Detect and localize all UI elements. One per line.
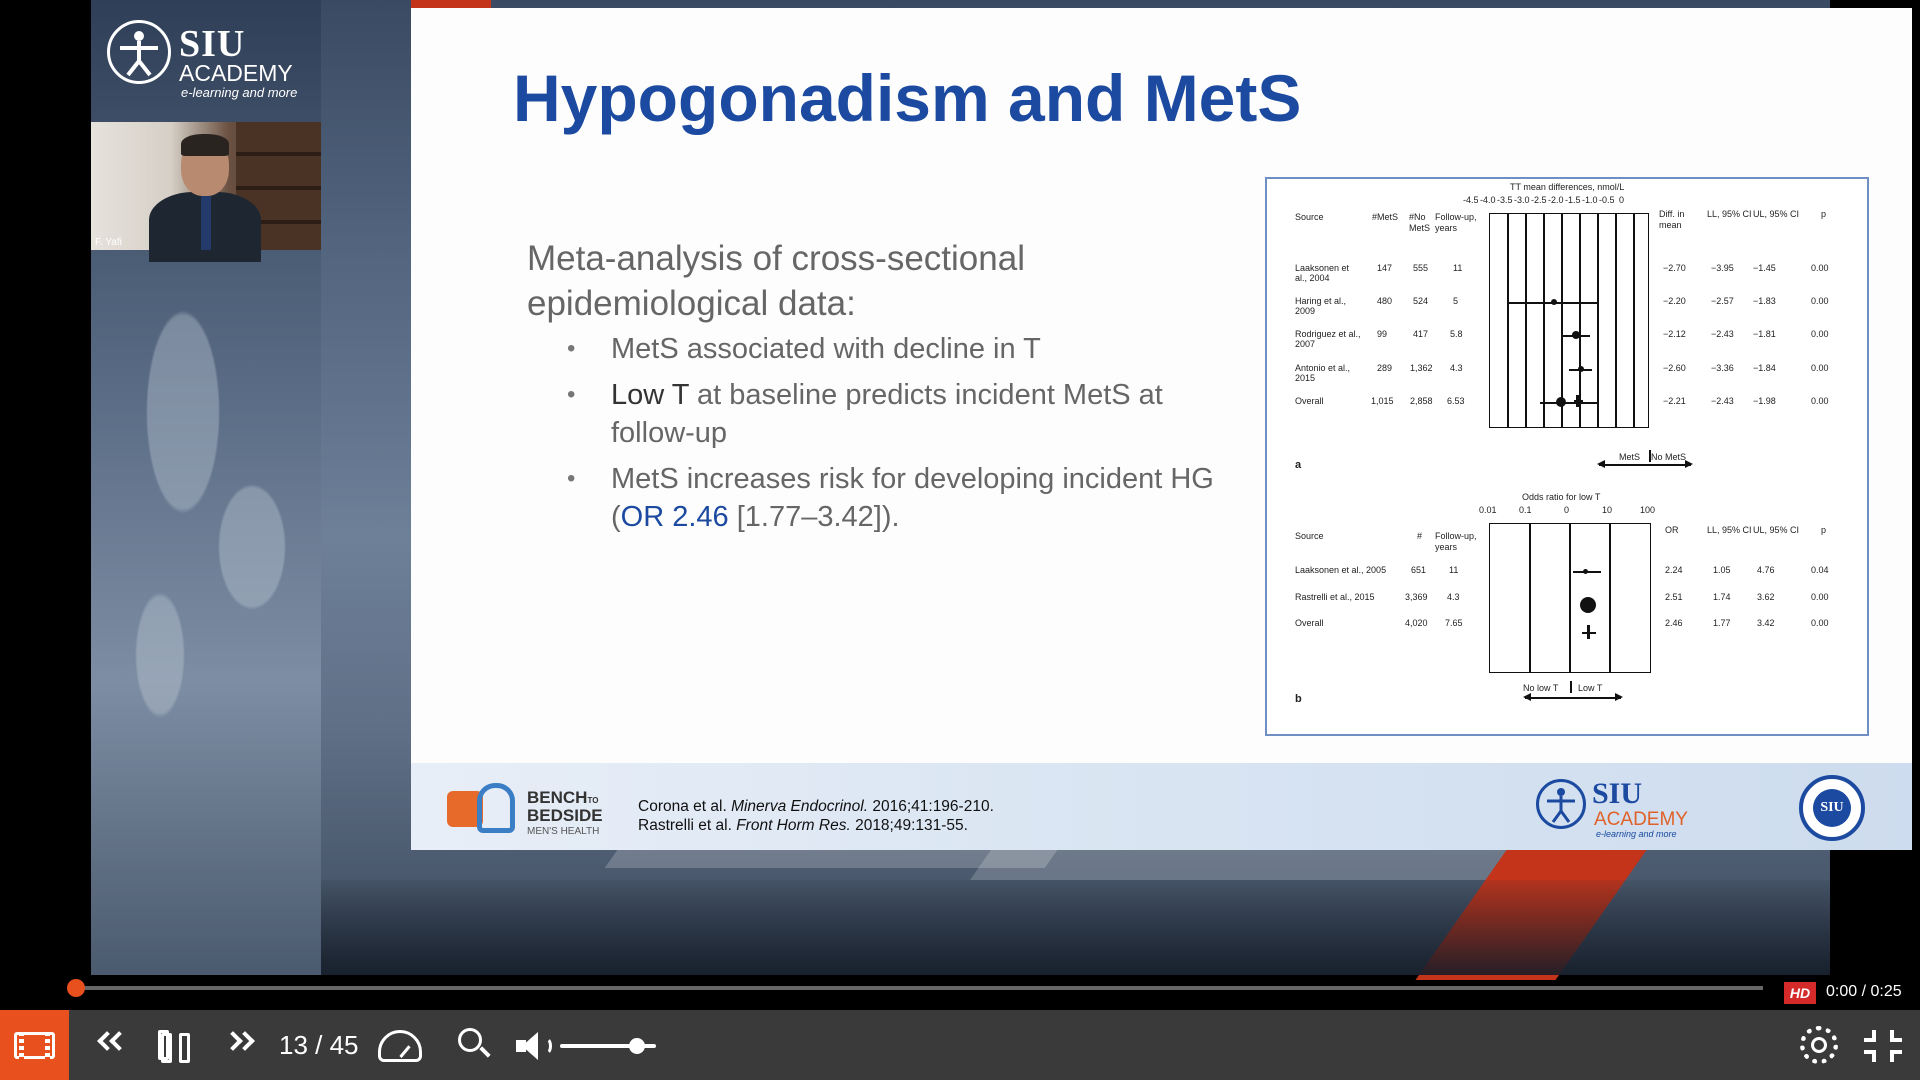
fig-b-gridline <box>1529 524 1531 672</box>
presenter-name: F. Yafi <box>95 237 122 248</box>
b2b-mens-health: MEN'S HEALTH <box>527 826 600 837</box>
slide-title: Hypogonadism and MetS <box>513 61 1302 135</box>
bullet-text: [1.77–3.42]). <box>728 501 900 533</box>
fig-b-ul: 3.62 <box>1757 592 1775 602</box>
siu-society-seal <box>1799 775 1865 841</box>
fig-b-header-or: OR <box>1665 525 1679 535</box>
exit-fullscreen-icon[interactable] <box>1862 1030 1904 1062</box>
bench-to-bedside-logo <box>447 777 627 839</box>
fig-a-nomets: 555 <box>1413 263 1429 273</box>
fig-b-header-p: p <box>1821 525 1827 535</box>
fig-a-nomets: 417 <box>1413 329 1429 339</box>
fig-b-arrow-left-label: No low T <box>1523 683 1559 693</box>
fig-a-follow: 5 <box>1453 296 1459 306</box>
fig-a-tick: -2.5 <box>1531 195 1547 205</box>
fig-b-gridline <box>1569 524 1571 672</box>
time-display: 0:00 / 0:25 <box>1826 983 1902 1000</box>
fig-a-source: Antonio et al., 2015 <box>1295 363 1351 383</box>
fig-b-ll: 1.05 <box>1713 565 1731 575</box>
b2b-mark-icon <box>447 777 519 839</box>
pause-icon <box>158 1030 169 1060</box>
fig-a-panel-label: a <box>1295 459 1302 471</box>
fig-b-follow: 11 <box>1449 565 1459 575</box>
fig-a-tick: -1.0 <box>1582 195 1598 205</box>
fig-a-diff: −2.70 <box>1663 263 1686 273</box>
fig-a-point <box>1551 299 1557 305</box>
fig-b-tick: 10 <box>1602 505 1613 515</box>
bullet-odds-ratio: OR 2.46 <box>620 501 729 533</box>
fig-a-ci-line <box>1540 402 1597 404</box>
fig-b-or: 2.46 <box>1665 618 1683 628</box>
slide-counter: 13 / 45 <box>279 1030 359 1060</box>
fig-b-plot-area <box>1489 523 1651 673</box>
fig-a-header-mets: #MetS <box>1372 212 1399 222</box>
reference-2: Rastrelli et al. Front Horm Res. 2018;49:131-55. <box>638 817 968 834</box>
fig-a-tick: -4.0 <box>1480 195 1496 205</box>
fig-a-header-ul: UL, 95% CI <box>1753 209 1800 219</box>
fig-a-tick: -3.5 <box>1497 195 1513 205</box>
vitruvian-man-icon <box>107 20 171 84</box>
fig-b-source: Rastrelli et al., 2015 <box>1295 592 1375 602</box>
fig-b-ul: 3.42 <box>1757 618 1775 628</box>
fig-b-header-source: Source <box>1295 531 1324 541</box>
fig-a-mets: 99 <box>1377 329 1388 339</box>
fig-a-diff: −2.20 <box>1663 296 1686 306</box>
slide <box>411 8 1912 850</box>
volume-handle[interactable] <box>629 1038 645 1054</box>
fig-a-mets: 1,015 <box>1371 396 1394 406</box>
speed-icon[interactable] <box>378 1030 422 1062</box>
logo-siu-text: SIU <box>179 23 246 65</box>
volume-slider[interactable] <box>560 1044 656 1048</box>
fig-a-nomets: 524 <box>1413 296 1429 306</box>
fig-b-arrow-right-label: Low T <box>1578 683 1603 693</box>
fig-a-tick: -1.5 <box>1565 195 1581 205</box>
fig-b-tick: 100 <box>1640 505 1656 515</box>
fig-b-gridline <box>1609 524 1611 672</box>
bullet-text: at baseline predicts incident MetS at follow-up <box>611 379 1163 449</box>
fig-b-p: 0.04 <box>1811 565 1829 575</box>
progress-bar[interactable] <box>75 986 1763 990</box>
footer-academy-text: ACADEMY <box>1594 809 1688 830</box>
fig-a-plot-area <box>1489 213 1649 428</box>
fig-b-follow: 4.3 <box>1447 592 1460 602</box>
fig-a-p: 0.00 <box>1811 296 1829 306</box>
fig-a-tick: -3.0 <box>1514 195 1530 205</box>
presenter-hair <box>181 134 229 156</box>
fig-b-point <box>1580 597 1596 613</box>
bullet-text: MetS associated with decline in T <box>611 333 1041 365</box>
fig-a-source: Haring et al., 2009 <box>1295 296 1347 316</box>
bullet-text: MetS increases risk for developing incident HG ( <box>611 463 1214 533</box>
fig-a-nomets: 1,362 <box>1410 363 1433 373</box>
siu-academy-footer-logo <box>1536 779 1706 839</box>
fig-a-mets: 289 <box>1377 363 1393 373</box>
fig-a-gridline <box>1543 214 1545 427</box>
fig-b-ll: 1.74 <box>1713 592 1731 602</box>
bullet-list <box>527 330 1247 536</box>
fig-a-source: Overall <box>1295 396 1324 406</box>
presenter-webcam <box>91 122 321 250</box>
fig-a-follow: 6.53 <box>1447 396 1465 406</box>
volume-icon[interactable] <box>516 1032 556 1060</box>
fig-a-arrow-right-label: No MetS <box>1651 452 1687 462</box>
progress-handle[interactable] <box>67 979 85 997</box>
fig-b-header-ll: LL, 95% CI <box>1707 525 1752 535</box>
siu-academy-logo <box>107 18 307 106</box>
slide-lead-text: Meta-analysis of cross-sectional epidemiological data: <box>527 239 1025 323</box>
fig-a-tick: -4.5 <box>1463 195 1479 205</box>
fig-a-ul: −1.98 <box>1753 396 1776 406</box>
fig-a-mets: 147 <box>1377 263 1393 273</box>
fig-a-header-diff: Diff. in mean <box>1659 209 1685 230</box>
fig-a-mets: 480 <box>1377 296 1393 306</box>
logo-tagline: e-learning and more <box>181 85 298 100</box>
fig-a-point <box>1572 331 1580 339</box>
bullet-emphasis: Low T <box>611 379 689 411</box>
fig-a-gridline <box>1579 214 1581 427</box>
presenter-tie <box>201 196 211 250</box>
fig-b-or: 2.51 <box>1665 592 1683 602</box>
fig-a-ll: −2.43 <box>1711 396 1734 406</box>
fig-b-direction-arrow <box>1525 697 1621 699</box>
pause-button[interactable] <box>158 1030 190 1060</box>
background-accent <box>411 0 491 8</box>
fig-a-ul: −1.84 <box>1753 363 1776 373</box>
fig-a-overall-marker <box>1576 395 1579 407</box>
left-panel <box>91 0 321 975</box>
fig-a-nomets: 2,858 <box>1410 396 1433 406</box>
fig-a-ll: −2.57 <box>1711 296 1734 306</box>
fig-b-follow: 7.65 <box>1445 618 1463 628</box>
fig-a-ll: −3.36 <box>1711 363 1734 373</box>
seal-text: SIU <box>1813 789 1851 827</box>
fig-a-tick: -0.5 <box>1599 195 1615 205</box>
fig-a-direction-arrow <box>1599 464 1691 466</box>
references <box>638 797 994 835</box>
filmstrip-button[interactable] <box>0 1010 69 1080</box>
fig-b-axis-title: Odds ratio for low T <box>1522 492 1601 502</box>
next-button[interactable] <box>222 1010 262 1080</box>
fig-a-tick: 0 <box>1619 195 1625 205</box>
b2b-bench: BENCHTO <box>527 788 599 807</box>
fig-a-gridline <box>1525 214 1527 427</box>
fig-a-ll: −2.43 <box>1711 329 1734 339</box>
fig-b-arrow-divider <box>1570 681 1572 693</box>
bullet-item <box>527 460 1247 536</box>
fig-a-ll: −3.95 <box>1711 263 1734 273</box>
fig-b-p: 0.00 <box>1811 618 1829 628</box>
fig-a-header-ll: LL, 95% CI <box>1707 209 1752 219</box>
bullet-item <box>527 330 1247 368</box>
video-frame[interactable] <box>91 0 1844 975</box>
fig-b-tick: 0.01 <box>1479 505 1497 515</box>
fig-b-n: 651 <box>1411 565 1427 575</box>
fig-a-p: 0.00 <box>1811 329 1829 339</box>
background-streak <box>605 850 1058 868</box>
fig-a-ul: −1.81 <box>1753 329 1776 339</box>
bullet-item <box>527 376 1247 452</box>
fig-b-n: 4,020 <box>1405 618 1428 628</box>
hd-badge[interactable]: HD <box>1784 982 1816 1004</box>
previous-button[interactable] <box>90 1010 130 1080</box>
fig-a-p: 0.00 <box>1811 363 1829 373</box>
forest-plot-figure <box>1265 177 1869 736</box>
fig-a-header-nomets: #No MetS <box>1409 212 1431 233</box>
fig-b-ll: 1.77 <box>1713 618 1731 628</box>
fig-a-arrow-left-label: MetS <box>1619 452 1641 462</box>
fig-a-diff: −2.12 <box>1663 329 1686 339</box>
settings-icon[interactable] <box>1800 1026 1838 1064</box>
fig-a-diff: −2.21 <box>1663 396 1686 406</box>
fig-b-tick: 0.1 <box>1519 505 1532 515</box>
fig-a-point <box>1556 397 1566 407</box>
fig-a-ul: −1.45 <box>1753 263 1776 273</box>
fig-a-point <box>1578 366 1584 372</box>
fig-b-header-n: # <box>1417 531 1423 541</box>
footer-siu-text: SIU <box>1592 777 1643 810</box>
fig-a-tick: -2.0 <box>1548 195 1564 205</box>
b2b-bedside: BEDSIDE <box>527 806 603 825</box>
vitruvian-man-icon <box>1536 779 1586 829</box>
search-icon[interactable] <box>458 1028 488 1058</box>
background-shade <box>91 880 1830 975</box>
fig-b-point <box>1583 569 1588 574</box>
fig-a-p: 0.00 <box>1811 396 1829 406</box>
fig-a-header-source: Source <box>1295 212 1324 222</box>
filmstrip-icon <box>14 1032 55 1059</box>
logo-academy-text: ACADEMY <box>179 60 293 86</box>
fig-a-follow: 5.8 <box>1450 329 1463 339</box>
control-bar <box>0 1010 1920 1080</box>
reference-1: Corona et al. Minerva Endocrinol. 2016;41:196-210. <box>638 798 994 815</box>
fig-a-follow: 11 <box>1453 263 1463 273</box>
fig-b-ul: 4.76 <box>1757 565 1775 575</box>
fig-a-gridline <box>1597 214 1599 427</box>
fig-a-header-follow: Follow-up, years <box>1435 212 1477 233</box>
fig-a-header-p: p <box>1821 209 1827 219</box>
slide-body <box>527 236 1247 544</box>
fig-b-tick: 0 <box>1564 505 1570 515</box>
fig-b-overall-marker <box>1587 625 1590 639</box>
fig-b-n: 3,369 <box>1405 592 1428 602</box>
fig-a-gridline <box>1615 214 1617 427</box>
fig-b-header-ul: UL, 95% CI <box>1753 525 1800 535</box>
fig-a-gridline <box>1633 214 1635 427</box>
fig-a-ul: −1.83 <box>1753 296 1776 306</box>
fig-a-arrow-divider <box>1649 450 1651 462</box>
fig-a-source: Rodriguez et al., 2007 <box>1295 329 1361 349</box>
fig-a-source: Laaksonen et al., 2004 <box>1295 263 1350 283</box>
world-map-graphic <box>91 250 321 790</box>
fig-b-header-follow: Follow-up, years <box>1435 531 1477 552</box>
footer-tagline: e-learning and more <box>1596 829 1677 839</box>
fig-b-p: 0.00 <box>1811 592 1829 602</box>
fig-b-panel-label: b <box>1295 693 1302 705</box>
fig-a-axis-title: TT mean differences, nmol/L <box>1510 182 1625 192</box>
fig-b-or: 2.24 <box>1665 565 1683 575</box>
fig-a-p: 0.00 <box>1811 263 1829 273</box>
slide-footer <box>411 763 1912 850</box>
fig-a-gridline <box>1561 214 1563 427</box>
fig-a-diff: −2.60 <box>1663 363 1686 373</box>
fig-a-follow: 4.3 <box>1450 363 1463 373</box>
fig-b-source: Laaksonen et al., 2005 <box>1295 565 1387 575</box>
fig-b-source: Overall <box>1295 618 1324 628</box>
fig-a-gridline <box>1507 214 1509 427</box>
